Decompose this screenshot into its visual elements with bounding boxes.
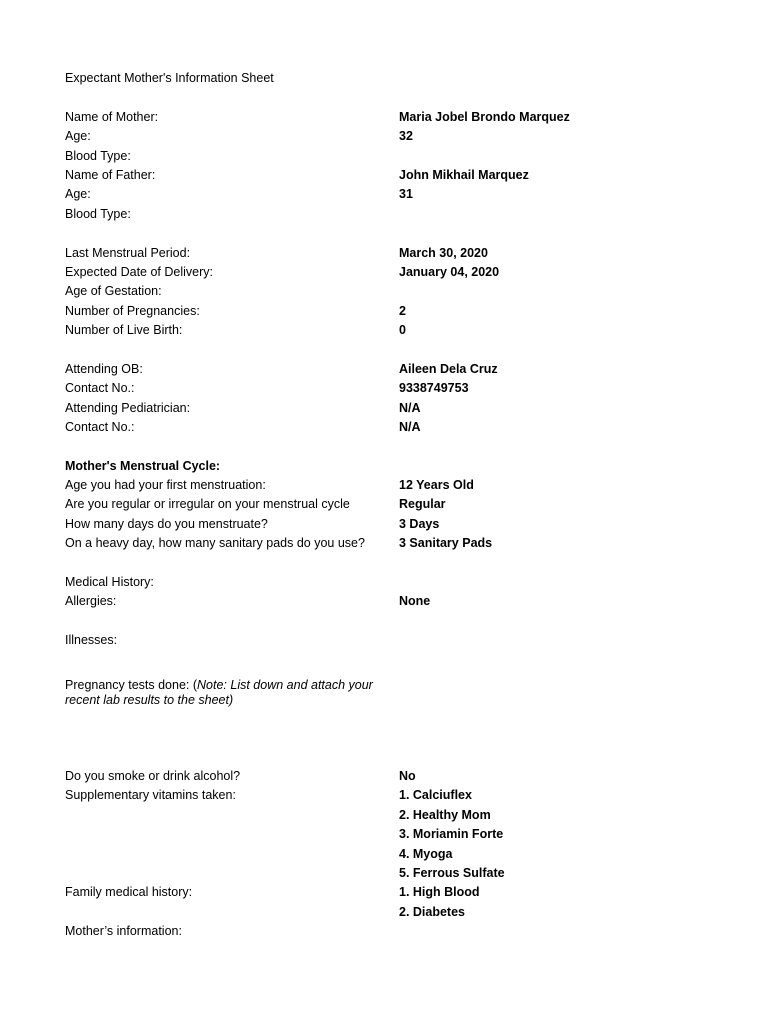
vitamin-item: 2. Healthy Mom bbox=[399, 808, 491, 822]
live-birth-label: Number of Live Birth: bbox=[65, 323, 183, 337]
vitamin-item: 3. Moriamin Forte bbox=[399, 827, 504, 841]
pedia-contact-label: Contact No.: bbox=[65, 420, 135, 434]
edd-label: Expected Date of Delivery: bbox=[65, 265, 213, 279]
row-vitamins bbox=[65, 788, 705, 806]
pedia-label: Attending Pediatrician: bbox=[65, 401, 191, 415]
row-father-age bbox=[65, 187, 705, 205]
row-illnesses bbox=[65, 633, 705, 651]
family-history-label: Family medical history: bbox=[65, 885, 193, 899]
father-name-label: Name of Father: bbox=[65, 168, 156, 182]
row-cycle-heading bbox=[65, 459, 705, 477]
row-father-name bbox=[65, 168, 705, 186]
family-history-item: 2. Diabetes bbox=[399, 905, 466, 919]
aog-label: Age of Gestation: bbox=[65, 284, 162, 298]
regularity-value: Regular bbox=[399, 497, 446, 511]
mother-age-label: Age: bbox=[65, 129, 91, 143]
mother-age-value: 32 bbox=[399, 129, 413, 143]
row-lmp bbox=[65, 246, 705, 264]
pedia-contact-value: N/A bbox=[399, 420, 421, 434]
row-mother-age bbox=[65, 129, 705, 147]
medical-heading: Medical History: bbox=[65, 575, 154, 589]
regularity-label: Are you regular or irregular on your menstrual cycle bbox=[65, 497, 350, 511]
sheet-title: Expectant Mother's Information Sheet bbox=[65, 71, 274, 85]
ob-contact-label: Contact No.: bbox=[65, 381, 135, 395]
row-pedia bbox=[65, 401, 705, 419]
row-mother-info bbox=[65, 924, 705, 942]
pregnancy-tests-label: Pregnancy tests done: ( bbox=[65, 678, 198, 692]
live-birth-value: 0 bbox=[399, 323, 406, 337]
vitamin-item: 4. Myoga bbox=[399, 847, 453, 861]
pedia-value: N/A bbox=[399, 401, 421, 415]
row-aog bbox=[65, 284, 705, 302]
ob-value: Aileen Dela Cruz bbox=[399, 362, 498, 376]
row-first-menstruation bbox=[65, 478, 705, 496]
father-age-label: Age: bbox=[65, 187, 91, 201]
smoke-label: Do you smoke or drink alcohol? bbox=[65, 769, 241, 783]
row-days bbox=[65, 517, 705, 535]
row-family-history bbox=[65, 885, 705, 903]
lmp-value: March 30, 2020 bbox=[399, 246, 488, 260]
vitamins-label: Supplementary vitamins taken: bbox=[65, 788, 236, 802]
row-pregnancies bbox=[65, 304, 705, 322]
row-regularity bbox=[65, 497, 705, 515]
mother-info-label: Mother’s information: bbox=[65, 924, 182, 938]
row-medical-heading bbox=[65, 575, 705, 593]
first-menstruation-value: 12 Years Old bbox=[399, 478, 474, 492]
cycle-heading: Mother's Menstrual Cycle: bbox=[65, 459, 221, 473]
pregnancy-tests-block bbox=[65, 678, 395, 708]
row-smoke bbox=[65, 769, 705, 787]
father-blood-label: Blood Type: bbox=[65, 207, 131, 221]
first-menstruation-label: Age you had your first menstruation: bbox=[65, 478, 266, 492]
illnesses-label: Illnesses: bbox=[65, 633, 118, 647]
mother-name-value: Maria Jobel Brondo Marquez bbox=[399, 110, 570, 124]
row-ob bbox=[65, 362, 705, 380]
pads-label: On a heavy day, how many sanitary pads do you use? bbox=[65, 536, 365, 550]
row-mother-blood bbox=[65, 149, 705, 167]
days-label: How many days do you menstruate? bbox=[65, 517, 268, 531]
father-name-value: John Mikhail Marquez bbox=[399, 168, 529, 182]
row-edd bbox=[65, 265, 705, 283]
row-live-birth bbox=[65, 323, 705, 341]
smoke-value: No bbox=[399, 769, 416, 783]
row-allergies bbox=[65, 594, 705, 612]
allergies-value: None bbox=[399, 594, 431, 608]
vitamin-item: 5. Ferrous Sulfate bbox=[399, 866, 505, 880]
ob-contact-value: 9338749753 bbox=[399, 381, 469, 395]
mother-name-label: Name of Mother: bbox=[65, 110, 159, 124]
pregnancies-value: 2 bbox=[399, 304, 406, 318]
row-pads bbox=[65, 536, 705, 554]
pads-value: 3 Sanitary Pads bbox=[399, 536, 493, 550]
mother-blood-label: Blood Type: bbox=[65, 149, 131, 163]
days-value: 3 Days bbox=[399, 517, 440, 531]
allergies-label: Allergies: bbox=[65, 594, 117, 608]
family-history-item: 1. High Blood bbox=[399, 885, 480, 899]
father-age-value: 31 bbox=[399, 187, 413, 201]
pregnancy-tests-note: Note: List down and attach your recent lab results to the sheet) bbox=[65, 678, 373, 707]
row-father-blood bbox=[65, 207, 705, 225]
row-ob-contact bbox=[65, 381, 705, 399]
vitamin-item: 1. Calciuflex bbox=[399, 788, 472, 802]
row-pedia-contact bbox=[65, 420, 705, 438]
ob-label: Attending OB: bbox=[65, 362, 143, 376]
edd-value: January 04, 2020 bbox=[399, 265, 500, 279]
pregnancies-label: Number of Pregnancies: bbox=[65, 304, 200, 318]
row-mother-name bbox=[65, 110, 705, 128]
lmp-label: Last Menstrual Period: bbox=[65, 246, 191, 260]
